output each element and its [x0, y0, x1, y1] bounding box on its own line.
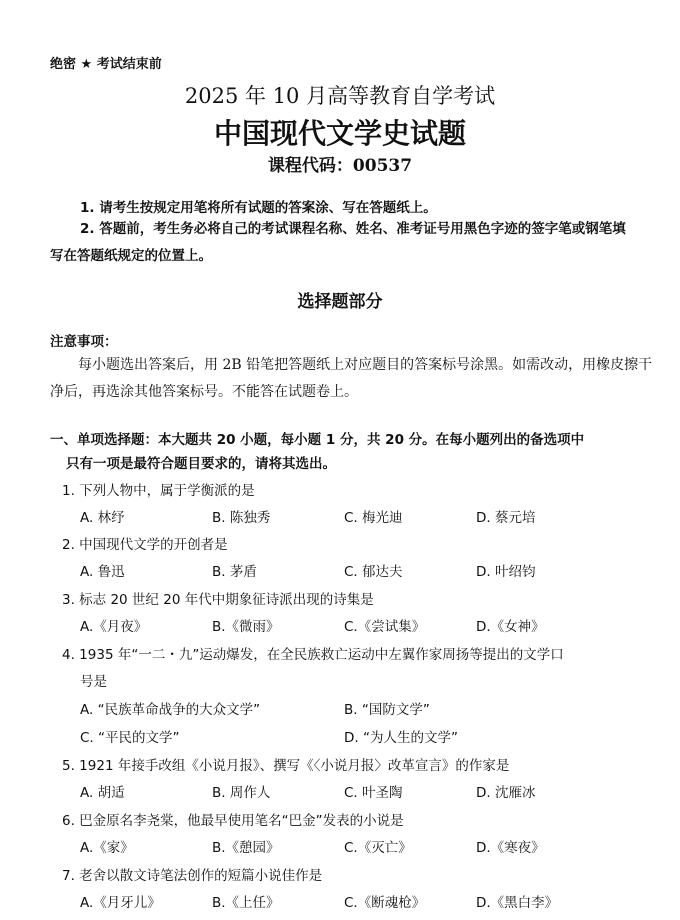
q5-option-b: B. 周作人: [212, 785, 271, 801]
section-heading-cont: 只有一项是最符合题目要求的，请将其选出。: [66, 456, 336, 472]
exam-title: 2025 年 10 月高等教育自学考试: [184, 84, 496, 108]
q6-option-c: C.《灭亡》: [344, 840, 412, 856]
question-4-cont: 号是: [80, 674, 107, 690]
q4-option-c: C. “平民的文学”: [80, 730, 180, 746]
q4-option-a: A. “民族革命战争的大众文学”: [80, 702, 261, 718]
q2-option-c: C. 郁达夫: [344, 564, 403, 580]
paper-title: 中国现代文学史试题: [213, 117, 466, 150]
q1-option-c: C. 梅光迪: [344, 510, 403, 526]
q4-option-b: B. “国防文学”: [344, 702, 430, 718]
question-2: 2. 中国现代文学的开创者是: [62, 537, 228, 553]
question-1: 1. 下列人物中，属于学衡派的是: [62, 483, 255, 499]
q2-option-d: D. 叶绍钧: [476, 564, 536, 580]
q2-option-b: B. 茅盾: [212, 564, 257, 580]
q7-option-c: C.《断魂枪》: [344, 895, 426, 911]
section-heading: 一、单项选择题：本大题共 20 小题，每小题 1 分，共 20 分。在每小题列出的备选项中: [50, 432, 585, 448]
instruction-2: 2. 答题前，考生务必将自己的考试课程名称、姓名、准考证号用黑色字迹的签字笔或钢笔填写在答题纸规定的位置上。: [50, 221, 626, 264]
secret-label: 绝密 ★ 考试结束前: [50, 57, 162, 72]
q6-option-a: A.《家》: [80, 840, 134, 856]
instruction-1: 1. 请考生按规定用笔将所有试题的答案涂、写在答题纸上。: [80, 200, 437, 216]
q6-option-d: D.《寒夜》: [476, 840, 545, 856]
q3-option-c: C.《尝试集》: [344, 619, 426, 635]
q6-option-b: B.《憩园》: [212, 840, 280, 856]
q7-option-b: B.《上任》: [212, 895, 280, 911]
notice-text: 每小题选出答案后，用 2B 铅笔把答题纸上对应题目的答案标号涂黑。如需改动，用橡皮擦干净后，再选涂其他答案标号。不能答在试题卷上。: [50, 357, 653, 400]
q1-option-a: A. 林纾: [80, 510, 125, 526]
q3-option-b: B.《微雨》: [212, 619, 280, 635]
question-6: 6. 巴金原名李尧棠，他最早使用笔名“巴金”发表的小说是: [62, 813, 404, 829]
q4-option-d: D. “为人生的文学”: [344, 730, 458, 746]
q5-option-a: A. 胡适: [80, 785, 125, 801]
q5-option-d: D. 沈雁冰: [476, 785, 536, 801]
q5-option-c: C. 叶圣陶: [344, 785, 403, 801]
q7-option-d: D.《黑白李》: [476, 895, 559, 911]
q2-option-a: A. 鲁迅: [80, 564, 125, 580]
question-7: 7. 老舍以散文诗笔法创作的短篇小说佳作是: [62, 868, 323, 884]
question-3: 3. 标志 20 世纪 20 年代中期象征诗派出现的诗集是: [62, 592, 374, 608]
question-5: 5. 1921 年接手改组《小说月报》、撰写《〈小说月报〉改革宣言》的作家是: [62, 758, 510, 774]
q3-option-a: A.《月夜》: [80, 619, 148, 635]
q1-option-d: D. 蔡元培: [476, 510, 536, 526]
notice-heading: 注意事项：: [50, 334, 118, 350]
q7-option-a: A.《月牙儿》: [80, 895, 161, 911]
course-code: 课程代码：00537: [267, 156, 413, 176]
q3-option-d: D.《女神》: [476, 619, 545, 635]
question-4: 4. 1935 年“一二・九”运动爆发，在全民族救亡运动中左翼作家周扬等提出的文学口: [62, 647, 564, 663]
q1-option-b: B. 陈独秀: [212, 510, 271, 526]
part-title: 选择题部分: [297, 292, 383, 312]
